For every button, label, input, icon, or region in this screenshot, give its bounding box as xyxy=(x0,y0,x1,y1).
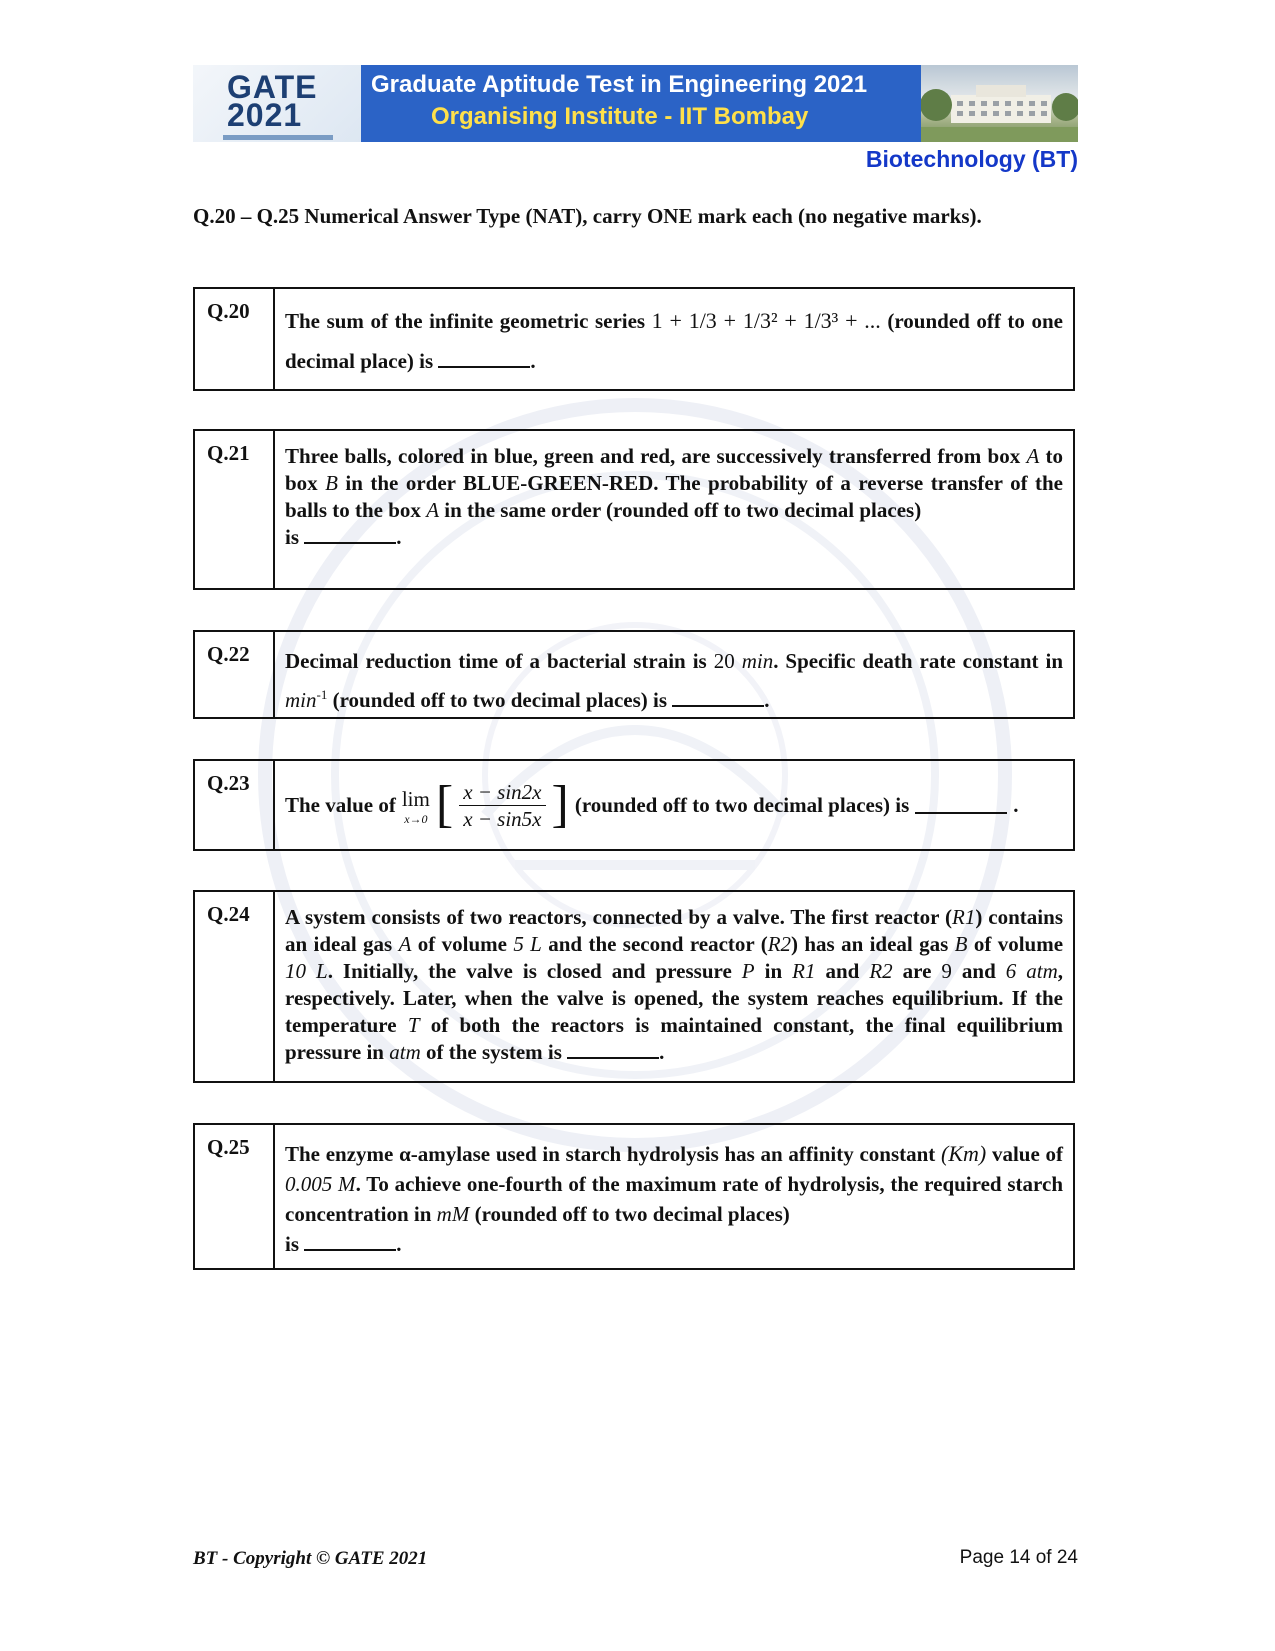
punctuation: . xyxy=(1013,792,1019,817)
footer-page-number: Page 14 of 24 xyxy=(959,1547,1078,1568)
punctuation: . xyxy=(396,525,402,549)
limit-operator: lim xyxy=(401,786,430,811)
math-var: R1 xyxy=(792,959,816,983)
answer-blank xyxy=(915,796,1007,814)
question-number: Q.24 xyxy=(195,892,275,1081)
question-text-part: in the same order (rounded off to two decimal places) xyxy=(444,498,922,522)
question-text-part: are xyxy=(902,959,932,983)
limit-subscript: x→0 xyxy=(404,811,428,826)
punctuation: . xyxy=(396,1232,402,1256)
question-text-part: is xyxy=(285,525,300,549)
math-unit: atm xyxy=(389,1040,421,1064)
question-text-part: The enzyme α-amylase used in starch hydrolysis has an affinity constant xyxy=(285,1142,936,1166)
logo-text-year: 2021 xyxy=(227,97,303,133)
question-text-part: of volume xyxy=(417,932,507,956)
campus-photo xyxy=(921,65,1078,142)
question-text-part: . Initially, the valve is closed and pressure xyxy=(327,959,732,983)
math-var: (Km) xyxy=(941,1141,987,1166)
math-var: R2 xyxy=(767,932,792,956)
question-text-part: in xyxy=(764,959,783,983)
math-var: R1 xyxy=(952,905,976,929)
right-bracket: ] xyxy=(551,776,569,833)
banner-title: Graduate Aptitude Test in Engineering 2021 xyxy=(371,71,868,98)
question-text-part: and the second reactor ( xyxy=(548,932,768,956)
banner-subtitle: Organising Institute - IIT Bombay xyxy=(431,103,809,130)
question-20 xyxy=(193,287,1075,391)
gate-logo xyxy=(193,65,361,142)
question-text-part: , respectively. Later, when the valve is opened, the system reaches equilibrium. If the temperature xyxy=(285,959,1064,1037)
banner-title-panel xyxy=(361,65,921,142)
question-text-part: ) has an ideal gas xyxy=(791,932,949,956)
question-text-part: of both the reactors is maintained constant, the final equilibrium pressure in xyxy=(285,1013,1064,1064)
answer-blank xyxy=(672,689,764,707)
math-var: R2 xyxy=(869,959,893,983)
question-text-part: (rounded off to two decimal places) is xyxy=(332,688,668,712)
question-22 xyxy=(193,630,1075,719)
question-number: Q.25 xyxy=(195,1125,275,1268)
question-25 xyxy=(193,1123,1075,1270)
question-text-part: and xyxy=(825,959,860,983)
math-limit xyxy=(402,786,430,825)
math-value: 10 L xyxy=(285,959,328,983)
question-text-part: (rounded off to one decimal place) is xyxy=(285,309,1063,373)
question-text-part: The value of xyxy=(285,792,396,817)
logo-text-gate: GATE xyxy=(227,69,318,105)
math-var: B xyxy=(325,471,338,495)
question-text xyxy=(275,761,1073,849)
question-text-part: . Specific death rate constant in xyxy=(773,649,1063,673)
question-text-part: The sum of the infinite geometric series xyxy=(285,309,646,333)
punctuation: . xyxy=(530,349,536,373)
question-number: Q.20 xyxy=(195,289,275,389)
math-var: B xyxy=(954,932,968,956)
punctuation: . xyxy=(764,688,770,712)
math-unit: mM xyxy=(436,1202,470,1226)
question-23 xyxy=(193,759,1075,851)
math-exponent: -1 xyxy=(316,687,328,702)
question-text xyxy=(275,289,1073,389)
math-var: P xyxy=(741,959,755,983)
math-var: A xyxy=(1026,444,1040,468)
logo-tagline-bar xyxy=(223,135,333,140)
question-text-part: Decimal reduction time of a bacterial strain is xyxy=(285,649,707,673)
question-text xyxy=(275,632,1073,717)
question-text-part: Three balls, colored in blue, green and red, are successively transferred from box xyxy=(285,444,1021,468)
section-heading: Q.20 – Q.25 Numerical Answer Type (NAT), carry ONE mark each (no negative marks). xyxy=(193,204,982,228)
math-var: T xyxy=(407,1013,420,1037)
math-unit: min xyxy=(285,688,317,712)
question-text-part: in the order BLUE-GREEN-RED. The probability of a reverse transfer of the balls to the box xyxy=(285,471,1064,522)
math-value: 5 L xyxy=(513,932,542,956)
question-number: Q.21 xyxy=(195,431,275,588)
question-text-part: (rounded off to two decimal places) xyxy=(474,1202,790,1226)
question-text-part: (rounded off to two decimal places) is xyxy=(574,792,910,817)
question-text-part: of the system is xyxy=(426,1040,562,1064)
question-number: Q.23 xyxy=(195,761,275,849)
math-value: 20 xyxy=(713,649,735,673)
math-value: 0.005 M xyxy=(285,1172,356,1196)
fraction-denominator: x − sin5x xyxy=(463,806,542,831)
header-banner xyxy=(193,65,1078,142)
question-text-part: . To achieve one-fourth of the maximum rate of hydrolysis, the required starch concentration in xyxy=(285,1172,1063,1226)
answer-blank xyxy=(304,526,396,544)
question-text xyxy=(275,1125,1073,1268)
question-text-part: of volume xyxy=(973,932,1064,956)
math-fraction xyxy=(459,779,545,832)
answer-blank xyxy=(304,1233,396,1251)
subject-label: Biotechnology (BT) xyxy=(865,146,1078,172)
answer-blank xyxy=(438,350,530,368)
question-text-part: value of xyxy=(991,1142,1064,1166)
math-var: A xyxy=(398,932,412,956)
punctuation: . xyxy=(659,1040,665,1064)
question-21 xyxy=(193,429,1075,590)
math-unit: min xyxy=(741,649,774,673)
question-text xyxy=(275,431,1073,588)
question-number: Q.22 xyxy=(195,632,275,717)
math-value: 6 atm xyxy=(1005,959,1058,983)
building-icon xyxy=(921,65,1078,142)
question-text-part: is xyxy=(285,1232,300,1256)
math-value: 9 xyxy=(941,959,952,983)
question-24 xyxy=(193,890,1075,1083)
question-text-part: to box xyxy=(285,444,1064,495)
math-var: A xyxy=(426,498,440,522)
left-bracket: [ xyxy=(435,776,454,833)
question-text-part: and xyxy=(961,959,996,983)
math-series: 1 + 1/3 + 1/3² + 1/3³ + ... xyxy=(651,308,881,333)
footer-copyright: BT - Copyright © GATE 2021 xyxy=(193,1548,428,1569)
question-text-part: ) contains an ideal gas xyxy=(285,905,1063,956)
fraction-numerator: x − sin2x xyxy=(459,779,545,806)
answer-blank xyxy=(567,1041,659,1059)
question-text-part: A system consists of two reactors, connected by a valve. The first reactor ( xyxy=(285,905,953,929)
question-text xyxy=(275,892,1073,1081)
